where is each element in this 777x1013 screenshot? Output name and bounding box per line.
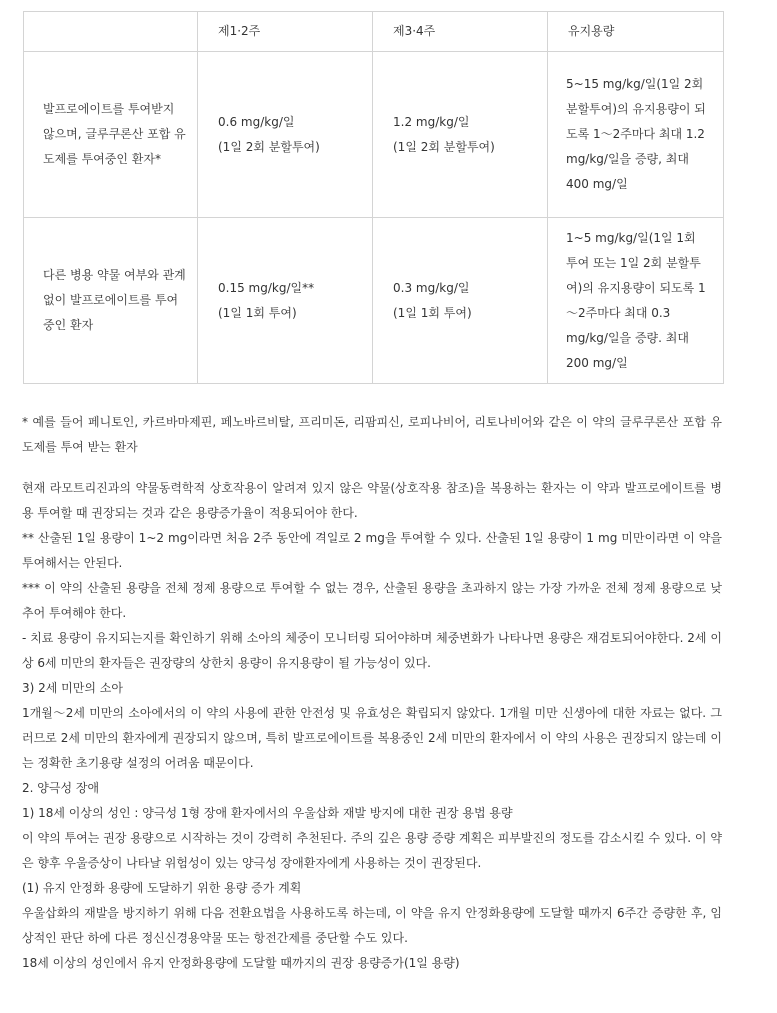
footnote-single-asterisk: * 예를 들어 페니토인, 카르바마제핀, 페노바르비탈, 프리미돈, 리팜피신, 로피나비어, 리토나비어와 같은 이 약의 글루쿠론산 포합 유도제를 투여 받는 환자 [22, 415, 722, 454]
footnote-triple-asterisk: *** 이 약의 산출된 용량을 전체 정제 용량으로 투여할 수 없는 경우, 산출된 용량을 초과하지 않는 가장 가까운 전체 정제 용량으로 낮추어 투여해야 한다. [22, 581, 722, 620]
week34-frequency: (1일 2회 분할투여) [393, 139, 495, 154]
footnote-double-asterisk: ** 산출된 1일 용량이 1~2 mg이라면 처음 2주 동안에 격일로 2 mg을 투여할 수 있다. 산출된 1일 용량이 1 mg 미만이라면 이 약을 투여해서는 안된다. [22, 531, 722, 570]
paragraph-gap [22, 460, 722, 476]
row-group-label: 발프로에이트를 투여받지 않으며, 글루쿠론산 포합 유도제를 투여중인 환자* [24, 52, 198, 218]
header-cell-empty [24, 12, 198, 52]
table-header-row [24, 12, 724, 52]
week34-dose-cell [373, 52, 548, 218]
subsection-heading-adults: 1) 18세 이상의 성인 : 양극성 1형 장애 환자에서의 우울삽화 재발 방지에 대한 권장 용법 용량 [22, 806, 513, 820]
table-caption: 18세 이상의 성인에서 유지 안정화용량에 도달할 때까지의 권장 용량증가(1일 용량) [22, 956, 460, 970]
header-cell-maintenance: 유지용량 [548, 12, 724, 52]
week12-dose: 0.6 mg/kg/일 [218, 114, 295, 129]
recommendation-paragraph: 이 약의 투여는 권장 용량으로 시작하는 것이 강력히 추천된다. 주의 깊은 용량 증량 계획은 피부발진의 정도를 감소시킬 수 있다. 이 약은 향후 우울증상이 나타날 위험성이 있는 양극성 장애환자에게 사용하는 것이 권장된다. [22, 831, 722, 870]
header-cell-week12: 제1·2주 [198, 12, 373, 52]
week34-dose-cell [373, 218, 548, 384]
week34-frequency: (1일 1회 투여) [393, 305, 472, 320]
week34-dose: 0.3 mg/kg/일 [393, 280, 470, 295]
subsection-heading-titration: (1) 유지 안정화 용량에 도달하기 위한 용량 증가 계획 [22, 881, 302, 895]
table-row [24, 52, 724, 218]
header-cell-week34: 제3·4주 [373, 12, 548, 52]
under-2-paragraph: 1개월～2세 미만의 소아에서의 이 약의 사용에 관한 안전성 및 유효성은 확립되지 않았다. 1개월 미만 신생아에 대한 자료는 없다. 그러므로 2세 미만의 환자에게 권장되지 않으며, 특히 발프로에이트를 복용중인 2세 미만의 환자에서 이 약의 사용은 권장되지 않는데 이는 정확한 초기용량 설정의 어려움 때문이다. [22, 706, 722, 770]
maintenance-dose-cell: 1~5 mg/kg/일(1일 1회 투여 또는 1일 2회 분할투여)의 유지용량이 되도록 1～2주마다 최대 0.3 mg/kg/일을 증량. 최대 200 mg/일 [548, 218, 724, 384]
maintenance-dose-cell: 5~15 mg/kg/일(1일 2회 분할투여)의 유지용량이 되도록 1～2주마다 최대 1.2 mg/kg/일을 증량, 최대 400 mg/일 [548, 52, 724, 218]
week12-frequency: (1일 1회 투여) [218, 305, 297, 320]
week12-dose-cell [198, 52, 373, 218]
section-heading-under-2: 3) 2세 미만의 소아 [22, 681, 123, 695]
relapse-prevention-paragraph: 우울삽화의 재발을 방지하기 위해 다음 전환요법을 사용하도록 하는데, 이 약을 유지 안정화용량에 도달할 때까지 6주간 증량한 후, 임상적인 판단 하에 다른 정신신경용약물 또는 항전간제를 중단할 수도 있다. [22, 906, 722, 945]
week12-frequency: (1일 2회 분할투여) [218, 139, 320, 154]
dosage-table [23, 11, 724, 384]
row-group-label: 다른 병용 약물 여부와 관계없이 발프로에이트를 투여중인 환자 [24, 218, 198, 384]
body-text [22, 410, 722, 976]
week34-dose: 1.2 mg/kg/일 [393, 114, 470, 129]
interaction-note: 현재 라모트리진과의 약물동력학적 상호작용이 알려져 있지 않은 약물(상호작용 참조)을 복용하는 환자는 이 약과 발프로에이트를 병용 투여할 때 권장되는 것과 같은 용량증가율이 적용되어야 한다. [22, 481, 722, 520]
table-row [24, 218, 724, 384]
section-heading-bipolar: 2. 양극성 장애 [22, 781, 100, 795]
weight-monitoring-note: - 치료 용량이 유지되는지를 확인하기 위해 소아의 체중이 모니터링 되어야하며 체중변화가 나타나면 용량은 재검토되어야한다. 2세 이상 6세 미만의 환자들은 권장량의 상한치 용량이 유지용량이 될 가능성이 있다. [22, 631, 722, 670]
week12-dose-cell [198, 218, 373, 384]
week12-dose: 0.15 mg/kg/일** [218, 280, 315, 295]
